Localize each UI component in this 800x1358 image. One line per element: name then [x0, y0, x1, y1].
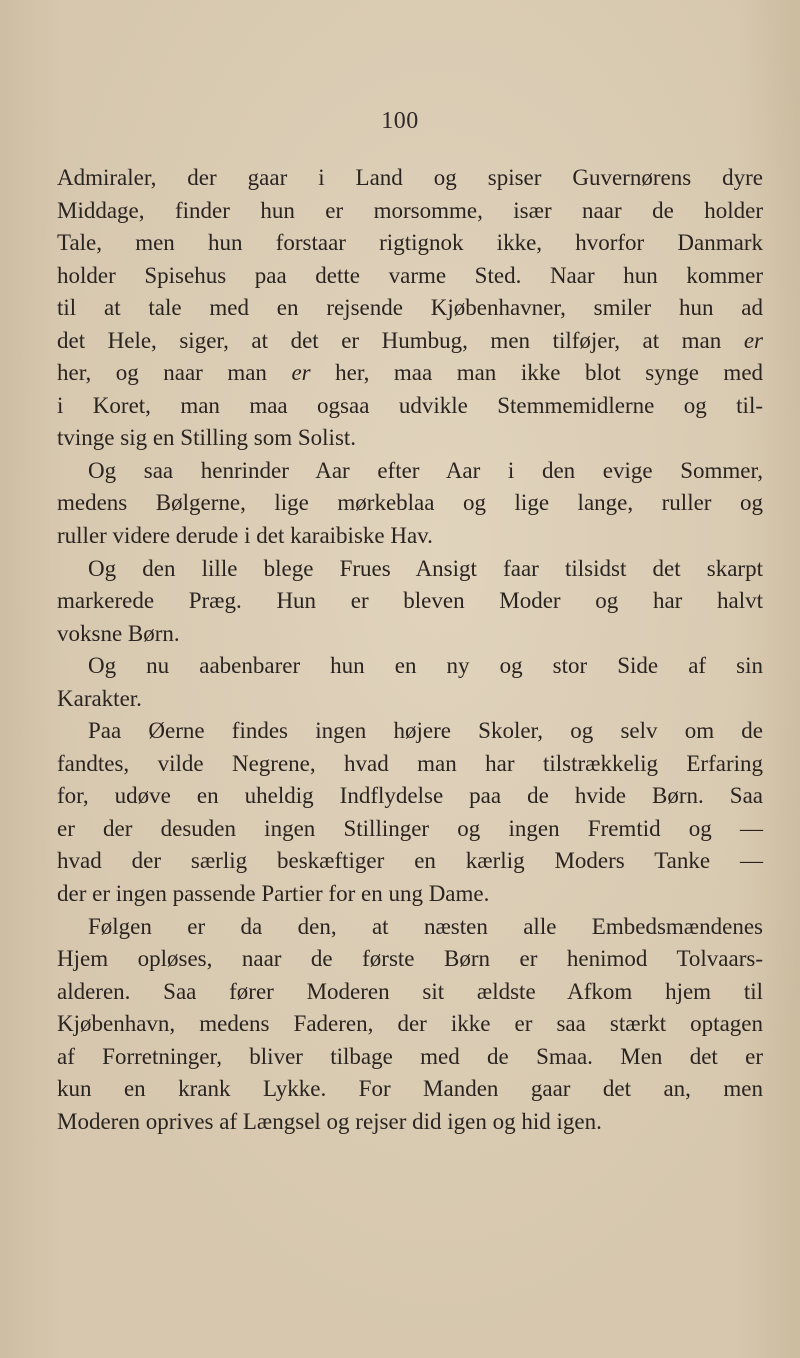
- text-line: er der desuden ingen Stillinger og ingen Fremtid og —: [57, 815, 763, 841]
- text-line: i Koret, man maa ogsaa udvikle Stemmemidlerne og til-: [57, 392, 763, 418]
- page-number: 100: [381, 108, 419, 134]
- text-line: Følgen er da den, at næsten alle Embedsmændenes: [88, 913, 763, 939]
- text-line: kun en krank Lykke. For Manden gaar det an, men: [57, 1076, 763, 1102]
- text-segment: det Hele, siger, at det er Humbug, men tilføjer, at man: [57, 327, 722, 353]
- text-line: hvad der særlig beskæftiger en kærlig Moders Tanke —: [57, 848, 763, 874]
- text-line: Tale, men hun forstaar rigtignok ikke, hvorfor Danmark: [57, 230, 763, 256]
- text-line: tvinge sig en Stilling som Solist.: [57, 425, 357, 451]
- text-line: Admiraler, der gaar i Land og spiser Guvernørens dyre: [57, 165, 763, 190]
- text-line: Moderen oprives af Længsel og rejser did igen og hid igen.: [57, 1108, 602, 1134]
- text-line: Karakter.: [57, 685, 142, 711]
- emphasized-word: er: [743, 327, 763, 353]
- text-line: Kjøbenhavn, medens Faderen, der ikke er saa stærkt optagen: [57, 1011, 763, 1037]
- body-text: [57, 162, 763, 1138]
- text-line: for, udøve en uheldig Indflydelse paa de hvide Børn. Saa: [57, 783, 763, 809]
- text-line: [57, 357, 763, 390]
- text-line: Paa Øerne findes ingen højere Skoler, og selv om de: [88, 718, 763, 744]
- text-line: [57, 325, 763, 358]
- text-line: voksne Børn.: [57, 620, 180, 646]
- text-segment: her, og naar man: [57, 360, 267, 386]
- text-line: til at tale med en rejsende Kjøbenhavner, smiler hun ad: [57, 295, 763, 321]
- text-line: der er ingen passende Partier for en ung Dame.: [57, 881, 490, 907]
- text-line: Og den lille blege Frues Ansigt faar tilsidst det skarpt: [88, 555, 763, 581]
- text-line: ruller videre derude i det karaibiske Hav.: [57, 523, 433, 549]
- text-line: af Forretninger, bliver tilbage med de Smaa. Men det er: [57, 1043, 763, 1069]
- text-line: Hjem opløses, naar de første Børn er henimod Tolvaars-: [57, 946, 763, 972]
- text-line: medens Bølgerne, lige mørkeblaa og lige lange, ruller og: [57, 490, 763, 516]
- emphasized-word: er: [291, 360, 311, 386]
- text-line: fandtes, vilde Negrene, hvad man har tilstrækkelig Erfaring: [57, 750, 763, 776]
- text-line: holder Spisehus paa dette varme Sted. Naar hun kommer: [57, 262, 763, 288]
- text-line: markerede Præg. Hun er bleven Moder og har halvt: [57, 588, 763, 614]
- text-line: Og nu aabenbarer hun en ny og stor Side af sin: [88, 653, 763, 679]
- text-line: Middage, finder hun er morsomme, især naar de holder: [57, 197, 763, 223]
- text-segment: her, maa man ikke blot synge med: [335, 360, 764, 386]
- text-line: alderen. Saa fører Moderen sit ældste Afkom hjem til: [57, 978, 763, 1004]
- text-line: Og saa henrinder Aar efter Aar i den evige Sommer,: [88, 457, 763, 483]
